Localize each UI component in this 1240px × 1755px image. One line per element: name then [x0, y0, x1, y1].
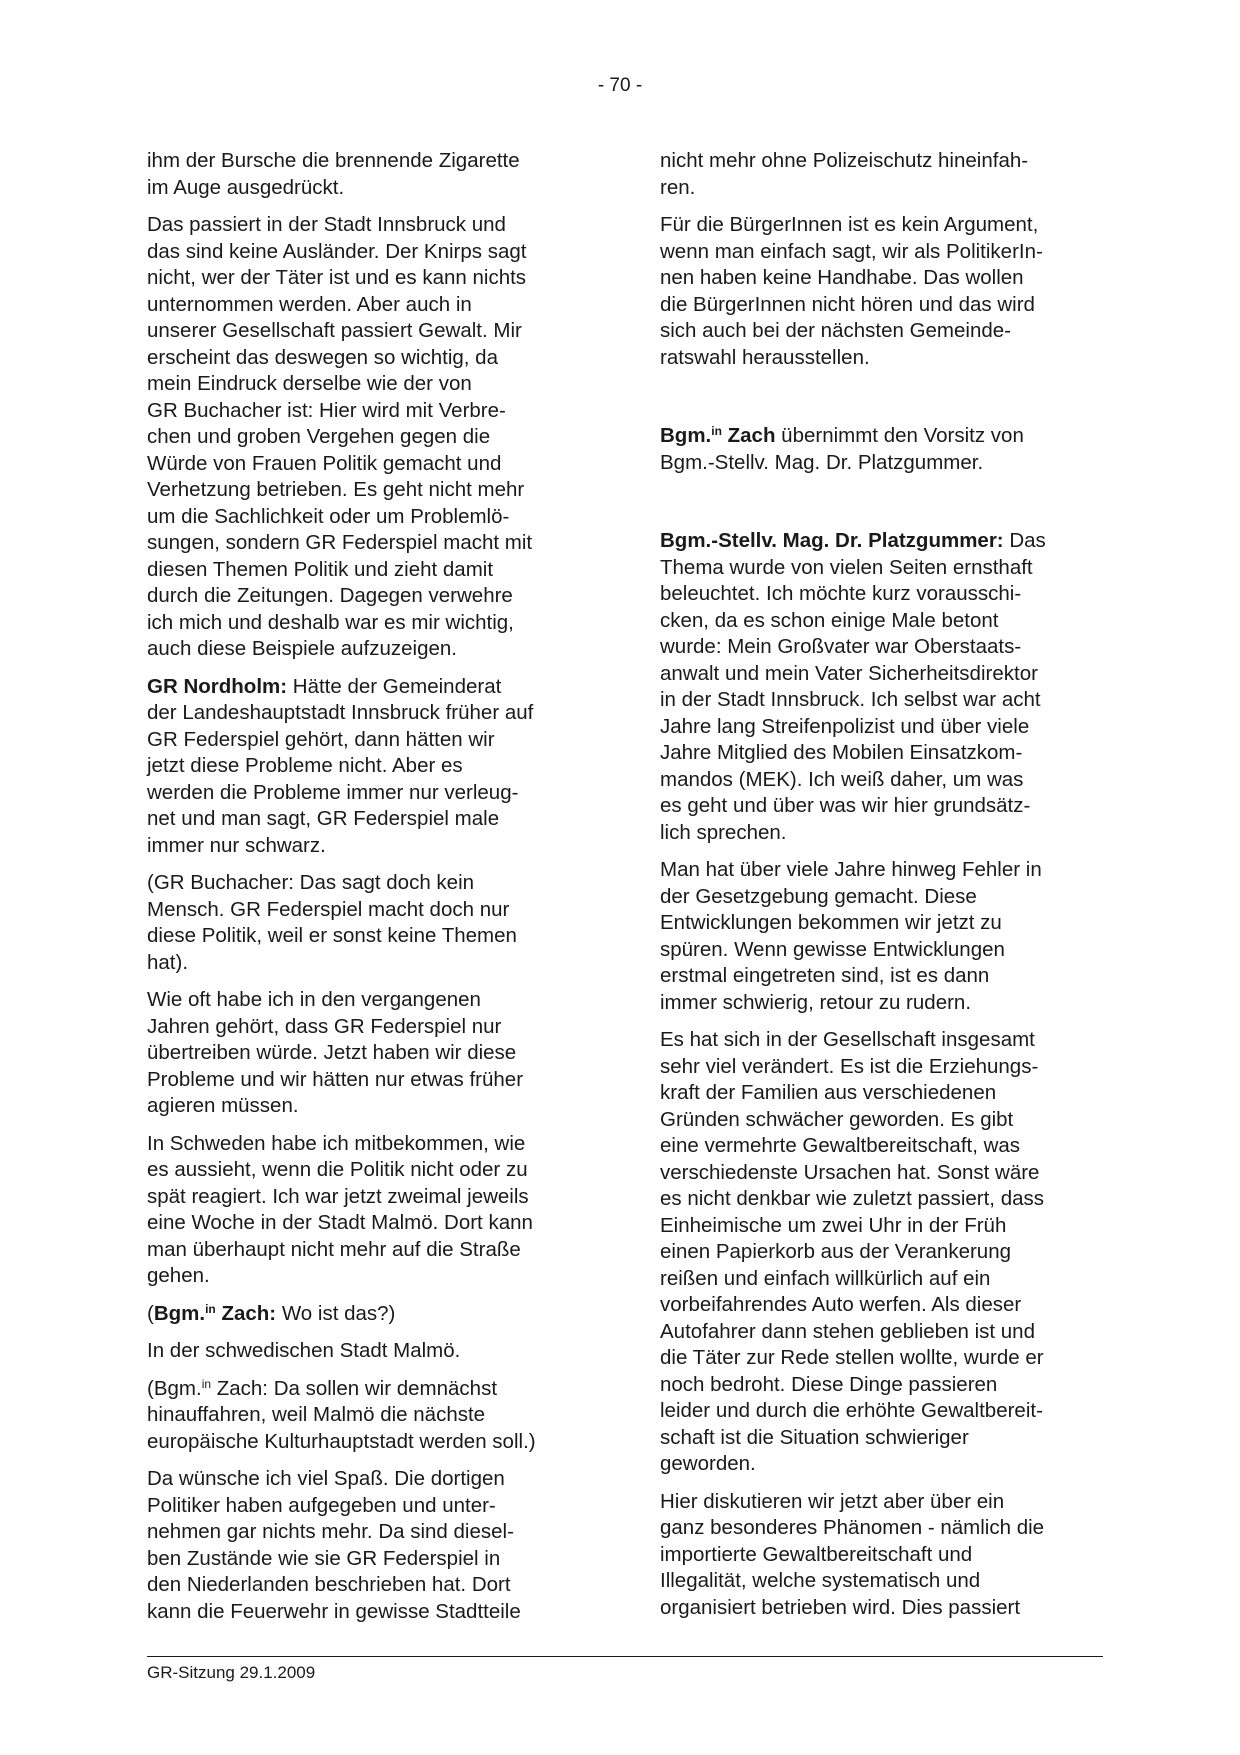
page-number: - 70 - [597, 75, 643, 96]
paragraph: Da wünsche ich viel Spaß. Die dortigen Politiker haben aufgegeben und unter- nehmen gar nichts mehr. Da sind diesel- ben Zustände wie sie GR Federspiel in den Niederlanden beschrieben hat. Dort kann die Feuerwehr in gewisse Stadtteile [147, 1467, 521, 1623]
left-column [147, 148, 585, 1636]
speaker-name: Bgm.-Stellv. Mag. Dr. Platzgummer: [660, 529, 1004, 552]
footer-session-date: GR-Sitzung 29.1.2009 [147, 1663, 316, 1682]
speaker-name: GR Nordholm: [147, 674, 288, 698]
paragraph: Für die BürgerInnen ist es kein Argument, wenn man einfach sagt, wir als PolitikerIn- nen haben keine Handhabe. Das wollen die BürgerInnen nicht hören und das wird sich auch bei der nächsten Gemeinde- ratswahl herausstellen. [660, 213, 1043, 369]
speaker-surname: Zach [721, 424, 776, 447]
paragraph: Es hat sich in der Gesellschaft insgesamt sehr viel verändert. Es ist die Erziehungs- kraft der Familien aus verschiedenen Gründen schwächer geworden. Es gibt eine vermehrte Gewaltbereitschaft, was verschiedenste Ursachen hat. Sonst wäre es nicht denkbar wie zuletzt passiert, dass Einheimische um zwei Uhr in der Früh einen Papierkorb aus der Verankerung reißen und einfach willkürlich auf ein vorbeifahrendes Auto werfen. Als dieser Autofahrer dann stehen geblieben ist und die Täter zur Rede stellen wollte, wurde er noch bedroht. Diese Dinge passieren leider und durch die erhöhte Gewaltbereit- schaft ist die Situation schwieriger geworden. [660, 1028, 1044, 1475]
chair-change-note [660, 423, 1106, 476]
interjection: (GR Buchacher: Das sagt doch kein Mensch. GR Federspiel macht doch nur diese Politik, weil er sonst keine Themen hat). [147, 871, 517, 974]
speaker-title-suffix: in [201, 1376, 212, 1391]
speaker-title: Bgm. [153, 1301, 206, 1325]
speaker-surname: Zach: [215, 1301, 277, 1325]
paragraph: Man hat über viele Jahre hinweg Fehler in der Gesetzgebung gemacht. Diese Entwicklungen bekommen wir jetzt zu spüren. Wenn gewisse Entwicklungen erstmal eingetreten sind, ist es dann immer schwierig, retour zu rudern. [660, 858, 1042, 1014]
paragraph: ihm der Bursche die brennende Zigarette im Auge ausgedrückt. [147, 149, 520, 199]
speaker-name [660, 424, 775, 447]
speech-text: Das Thema wurde von vielen Seiten ernsthaft beleuchtet. Ich möchte kurz vorausschi- cken, da es schon einige Male betont wurde: Mein Großvater war Oberstaats- anwalt und mein Vater Sicherheitsdirektor in der Stadt Innsbruck. Ich selbst war acht Jahre lang Streifenpolizist und über viele Jahre Mitglied des Mobilen Einsatzkom- mandos (MEK). Ich weiß daher, um was es geht und über was wir hier grundsätz- lich sprechen. [660, 529, 1046, 844]
speaker-title-suffix: in [205, 1301, 216, 1316]
speech-text: Hätte der Gemeinderat der Landeshauptstadt Innsbruck früher auf GR Federspiel gehört, dann hätten wir jetzt diese Probleme nicht. Aber es werden die Probleme immer nur verleug- net und man sagt, GR Federspiel male immer nur schwarz. [147, 674, 534, 857]
paragraph: In der schwedischen Stadt Malmö. [147, 1339, 461, 1362]
speech-platzgummer [660, 528, 1106, 846]
right-column [660, 148, 1106, 1632]
note-text: übernimmt den Vorsitz von Bgm.-Stellv. Mag. Dr. Platzgummer. [660, 424, 1024, 474]
speaker-name [154, 1302, 276, 1325]
speaker-title: Bgm. [660, 424, 712, 447]
paragraph: In Schweden habe ich mitbekommen, wie es aussieht, wenn die Politik nicht oder zu spät reagiert. Ich war jetzt zweimal jeweils eine Woche in der Stadt Malmö. Dort kann man überhaupt nicht mehr auf die Straße gehen. [147, 1131, 533, 1287]
interjection-zach [147, 1301, 585, 1328]
speech-nordholm [147, 674, 585, 860]
paragraph: Hier diskutieren wir jetzt aber über ein ganz besonderes Phänomen - nämlich die importierte Gewaltbereitschaft und Illegalität, welche systematisch und organisiert betrieben wird. Dies passiert [660, 1489, 1045, 1619]
paragraph: Wie oft habe ich in den vergangenen Jahren gehört, dass GR Federspiel nur übertreiben würde. Jetzt haben wir diese Probleme und wir hätten nur etwas früher agieren müssen. [147, 988, 524, 1117]
paragraph: Das passiert in der Stadt Innsbruck und das sind keine Ausländer. Der Knirps sagt nicht, wer der Täter ist und es kann nichts unternommen werden. Aber auch in unserer Gesellschaft passiert Gewalt. Mir erscheint das deswegen so wichtig, da mein Eindruck derselbe wie der von GR Buchacher ist: Hier wird mit Verbre- chen und groben Vergehen gegen die Würde von Frauen Politik gemacht und Verhetzung betrieben. Es geht nicht mehr um die Sachlichkeit oder um Problemlö- sungen, sondern GR Federspiel macht mit diesen Themen Politik und zieht damit durch die Zeitungen. Dagegen verwehre ich mich und deshalb war es mir wichtig, auch diese Beispiele aufzuzeigen. [147, 213, 533, 660]
paragraph: nicht mehr ohne Polizeischutz hineinfah- ren. [660, 149, 1029, 199]
speech-text: Zach: Da sollen wir demnächst hinauffahren, weil Malmö die nächste europäische Kulturhauptstadt werden soll.) [147, 1376, 536, 1453]
footer-divider [147, 1656, 1103, 1657]
speaker-title-suffix: in [711, 424, 722, 438]
speech-prefix: (Bgm. [147, 1376, 202, 1400]
paren-open: ( [147, 1301, 154, 1325]
interjection-zach-2 [147, 1376, 585, 1456]
speech-text: Wo ist das?) [276, 1301, 396, 1325]
